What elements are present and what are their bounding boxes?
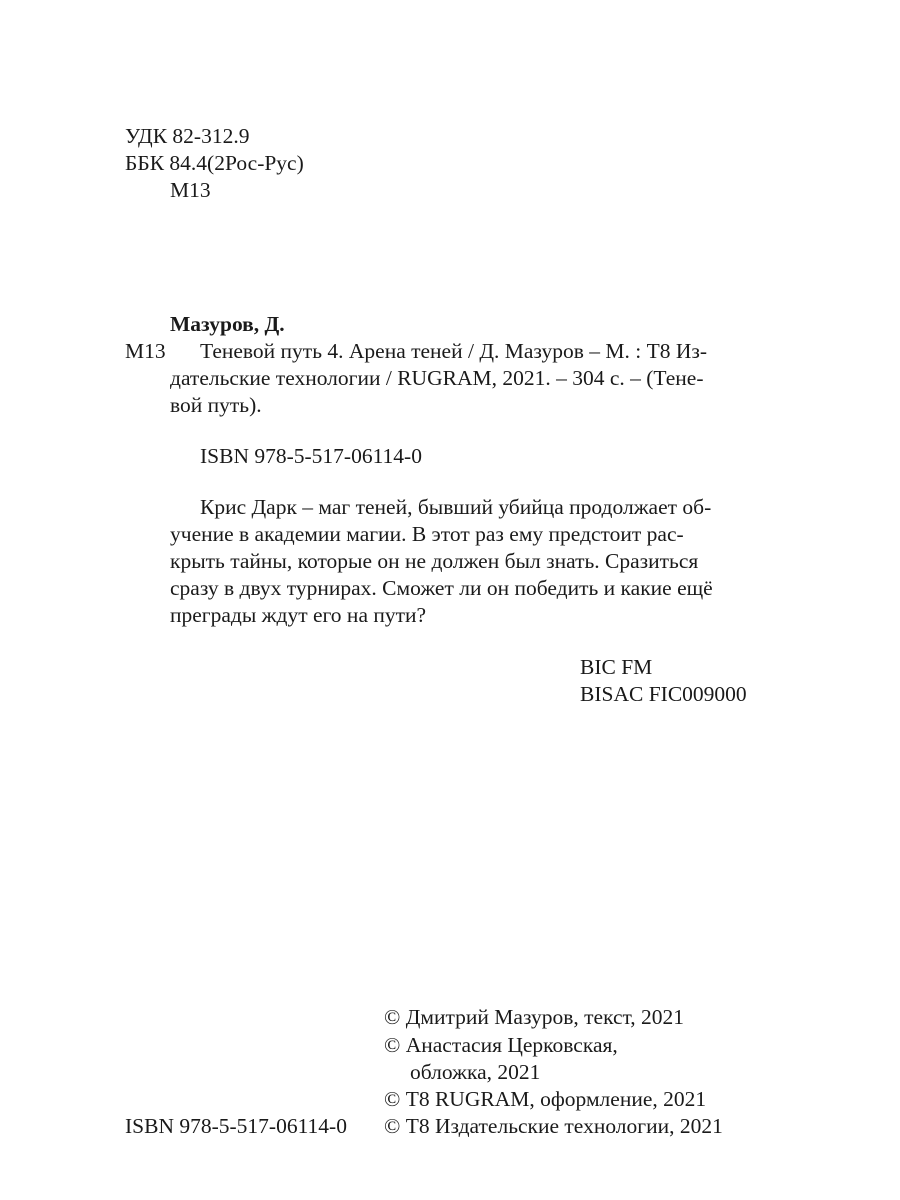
copyright-cover: © Анастасия Церковская, xyxy=(384,1033,618,1057)
author-mark: М13 xyxy=(125,339,166,363)
annotation-line-1: Крис Дарк – маг теней, бывший убийца продолжает об- xyxy=(200,495,712,519)
annotation-line-3: крыть тайны, которые он не должен был знать. Сразиться xyxy=(170,549,699,573)
bic-code: BIC FM xyxy=(580,655,653,679)
author-heading: Мазуров, Д. xyxy=(170,312,285,336)
copyright-design: © Т8 RUGRAM, оформление, 2021 xyxy=(384,1087,707,1111)
description-line-3: вой путь). xyxy=(170,393,262,417)
description-line-2: дательские технологии / RUGRAM, 2021. – 304 с. – (Тене- xyxy=(170,366,704,390)
udk-code: УДК 82-312.9 xyxy=(125,124,250,148)
description-line-1: Теневой путь 4. Арена теней / Д. Мазуров – М. : Т8 Из- xyxy=(200,339,708,363)
copyright-publisher: © Т8 Издательские технологии, 2021 xyxy=(384,1114,723,1138)
copyright-cover-cont: обложка, 2021 xyxy=(410,1060,541,1084)
author-mark-top: М13 xyxy=(170,178,211,202)
isbn-record: ISBN 978-5-517-06114-0 xyxy=(200,444,422,468)
bbk-code: ББК 84.4(2Рос-Рус) xyxy=(125,151,304,175)
annotation-line-4: сразу в двух турнирах. Сможет ли он победить и какие ещё xyxy=(170,576,713,600)
bisac-code: BISAC FIC009000 xyxy=(580,682,747,706)
footer-isbn: ISBN 978-5-517-06114-0 xyxy=(125,1114,347,1138)
annotation-line-2: учение в академии магии. В этот раз ему предстоит рас- xyxy=(170,522,684,546)
copyright-author: © Дмитрий Мазуров, текст, 2021 xyxy=(384,1005,685,1029)
annotation-line-5: преграды ждут его на пути? xyxy=(170,603,427,627)
